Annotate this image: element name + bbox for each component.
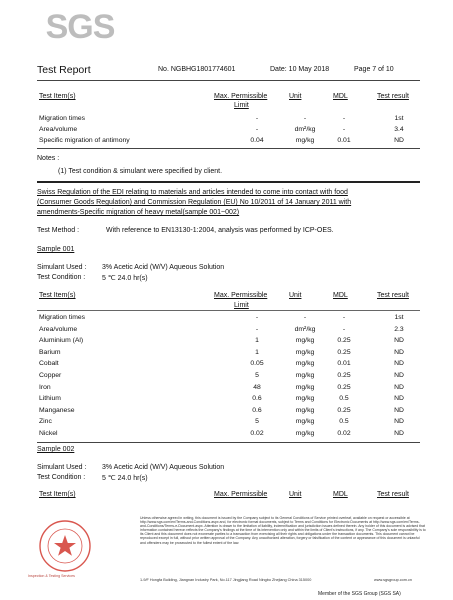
- cell-limit: 1: [255, 348, 259, 356]
- page-number: Page 7 of 10: [354, 66, 394, 73]
- footer-address: 1-9/F Hongfa Building, Jiangnan Industry Park, No.117 Jingjiang Road Ningbo Zhejiang China 315000: [140, 578, 312, 582]
- cell-mdl: 0.25: [337, 383, 351, 391]
- cell-unit: mg/kg: [295, 430, 315, 437]
- cell-unit: mg/kg: [295, 395, 315, 403]
- table-row: [37, 384, 420, 395]
- table-row: [37, 337, 420, 348]
- col-unit: Unit: [289, 93, 302, 100]
- col-limit-2: Limit: [234, 102, 249, 109]
- sample2-simulant: 3% Acetic Acid (W/V) Aqueous Solution: [102, 464, 225, 471]
- sample1-simulant-label: Simulant Used :: [37, 264, 87, 271]
- table-row: [37, 407, 420, 418]
- table1-header: [37, 93, 420, 115]
- cell-item: Cobalt: [39, 360, 59, 368]
- table-row: [37, 372, 420, 383]
- cell-item: Manganese: [39, 406, 75, 414]
- col-result: Test result: [377, 292, 409, 299]
- table-row: [37, 418, 420, 429]
- cell-mdl: -: [342, 314, 346, 321]
- table-row: [37, 430, 420, 441]
- cell-result: 1st: [394, 115, 404, 122]
- sample1-title: Sample 001: [37, 246, 75, 253]
- cell-item: Iron: [39, 383, 51, 391]
- cell-limit: 48: [253, 383, 261, 391]
- notes-label: Notes :: [37, 155, 60, 162]
- cell-result: ND: [394, 137, 404, 144]
- sample1-condition-label: Test Condition :: [37, 274, 86, 281]
- sample2-title: Sample 002: [37, 446, 75, 453]
- col-limit: Max. Permissible: [214, 292, 268, 299]
- cell-item: Copper: [39, 372, 62, 379]
- cell-result: ND: [394, 372, 404, 379]
- cell-unit: dm²/kg: [294, 126, 316, 133]
- table2-top-divider: [37, 310, 420, 311]
- cell-limit: 5: [255, 372, 259, 379]
- cell-mdl: 0.25: [337, 337, 351, 345]
- footer-disclaimer: Unless otherwise agreed in writing, this document is issued by the Company subject to its General Conditions of Service printed overleaf, available on request or accessible at http://www.sgs.com/en/Terms-and-Conditions.aspx and, for electronic format documents, subject to Terms and Conditions for Electronic Documents at http://www.sgs.com/en/Terms-and-Conditions/Terms-e-Document.aspx. Attention is drawn to the limitation of liability, indemnification and jurisdiction issues defined therein. Any holder of this document is advised that information contained hereon reflects the Company's findings at the time of its intervention only and within the limits of Client's instructions, if any. The Company's sole responsibility is to its Client and this document does not exonerate parties to a transaction from exercising all their rights and obligations under the transaction documents. This document cannot be reproduced except in full, without prior written approval of the Company. Any unauthorized alteration, forgery or falsification of the content or appearance of this document is unlawful and offenders may be prosecuted to the fullest extent of the law.: [140, 516, 426, 545]
- cell-mdl: 0.25: [337, 372, 351, 379]
- cell-mdl: -: [342, 126, 346, 133]
- cell-result: ND: [394, 383, 404, 391]
- cell-item: Nickel: [39, 430, 58, 437]
- cell-result: ND: [394, 395, 404, 403]
- note-1: (1) Test condition & simulant were specified by client.: [58, 168, 223, 175]
- col-limit: Max. Permissible: [214, 491, 268, 498]
- method-label: Test Method :: [37, 227, 80, 234]
- cell-limit: 0.6: [252, 406, 262, 414]
- report-number: No. NGBHG1801774601: [158, 66, 236, 73]
- col-result: Test result: [377, 491, 409, 498]
- cell-result: ND: [394, 418, 404, 426]
- col-mdl: MDL: [333, 292, 348, 299]
- cell-item: Area/volume: [39, 325, 78, 333]
- cell-limit: 0.05: [250, 360, 264, 368]
- cell-limit: -: [255, 314, 259, 321]
- cell-mdl: -: [342, 115, 346, 122]
- col-unit: Unit: [289, 491, 302, 498]
- cell-unit: mg/kg: [295, 418, 315, 426]
- cell-mdl: 0.02: [337, 430, 351, 437]
- col-item: Test Item(s): [39, 93, 76, 100]
- table-row: [37, 126, 420, 137]
- cell-limit: -: [255, 115, 259, 122]
- sample1-simulant: 3% Acetic Acid (W/V) Aqueous Solution: [102, 264, 225, 271]
- cell-limit: 1: [255, 337, 259, 345]
- cell-result: ND: [394, 360, 404, 368]
- col-mdl: MDL: [333, 93, 348, 100]
- report-title: Test Report: [37, 64, 91, 76]
- cell-item: Migration times: [39, 314, 86, 321]
- col-limit: Max. Permissible: [214, 93, 268, 100]
- sample2-condition: 5 ℃ 24.0 hr(s): [102, 475, 148, 482]
- sgs-logo: [37, 6, 123, 46]
- regulation-line-2: (Consumer Goods Regulation) and Commission Regulation (EU) No 10/2011 of 14 January 2011 with: [37, 199, 352, 206]
- cell-unit: mg/kg: [295, 348, 315, 356]
- cell-unit: mg/kg: [295, 383, 315, 391]
- cell-item: Zinc: [39, 418, 52, 426]
- col-item: Test Item(s): [39, 491, 76, 498]
- cell-result: ND: [394, 337, 404, 345]
- cell-mdl: 0.01: [337, 137, 351, 144]
- stamp-text: Inspection & Testing Services: [28, 574, 75, 578]
- sample2-simulant-label: Simulant Used :: [37, 464, 87, 471]
- method-value: With reference to EN13130-1:2004, analysis was performed by ICP-OES.: [106, 227, 334, 234]
- cell-unit: mg/kg: [295, 360, 315, 368]
- table-row: [37, 349, 420, 360]
- table-row: [37, 314, 420, 325]
- cell-unit: mg/kg: [295, 406, 315, 414]
- cell-limit: 0.02: [250, 430, 264, 437]
- cell-result: ND: [394, 348, 404, 356]
- cell-unit: mg/kg: [295, 337, 315, 345]
- cell-limit: 0.6: [252, 395, 262, 403]
- cell-item: Lithium: [39, 395, 61, 403]
- cell-result: ND: [394, 430, 404, 437]
- table-row: [37, 395, 420, 406]
- cell-mdl: -: [342, 325, 346, 333]
- col-limit-2: Limit: [234, 302, 249, 309]
- col-unit: Unit: [289, 292, 302, 299]
- table3-header: [37, 491, 420, 513]
- sample2-condition-label: Test Condition :: [37, 474, 86, 481]
- table-row: [37, 115, 420, 126]
- table2-divider: [37, 442, 420, 443]
- company-stamp: [26, 518, 104, 578]
- cell-item: Area/volume: [39, 126, 78, 133]
- sample1-condition: 5 ℃ 24.0 hr(s): [102, 275, 148, 282]
- cell-unit: -: [303, 314, 307, 321]
- cell-limit: -: [255, 126, 259, 133]
- regulation-line-1: Swiss Regulation of the EDI relating to materials and articles intended to come into contact with food: [37, 189, 348, 196]
- cell-item: Specific migration of antimony: [39, 137, 130, 144]
- cell-item: Migration times: [39, 115, 86, 122]
- cell-mdl: 0.25: [337, 406, 351, 414]
- section-divider: [37, 181, 420, 183]
- table-row: [37, 137, 420, 148]
- cell-item: Barium: [39, 348, 61, 356]
- cell-item: Aluminium (Al): [39, 337, 84, 345]
- col-result: Test result: [377, 93, 409, 100]
- cell-mdl: 0.5: [339, 418, 349, 426]
- svg-text:SGS: SGS: [45, 8, 115, 46]
- header-divider: [37, 80, 420, 81]
- footer-member: Member of the SGS Group (SGS SA): [318, 591, 401, 597]
- cell-limit: 0.04: [250, 137, 264, 144]
- cell-mdl: 0.5: [339, 395, 349, 403]
- cell-unit: mg/kg: [295, 372, 315, 379]
- footer-website: www.sgsgroup.com.cn: [374, 578, 412, 582]
- cell-limit: 5: [255, 418, 259, 426]
- cell-unit: dm²/kg: [294, 325, 316, 333]
- cell-unit: mg/kg: [295, 137, 315, 144]
- cell-result: 1st: [394, 314, 404, 321]
- cell-result: 2.3: [394, 325, 404, 333]
- cell-mdl: 0.01: [337, 360, 351, 368]
- regulation-line-3: amendments-Specific migration of heavy metal(sample 001~002): [37, 209, 240, 216]
- col-mdl: MDL: [333, 491, 348, 498]
- table-row: [37, 360, 420, 371]
- cell-result: 3.4: [394, 126, 404, 133]
- report-date: Date: 10 May 2018: [270, 66, 330, 73]
- table1-divider: [37, 148, 420, 149]
- cell-result: ND: [394, 406, 404, 414]
- cell-limit: -: [255, 325, 259, 333]
- cell-unit: -: [303, 115, 307, 122]
- col-item: Test Item(s): [39, 292, 76, 299]
- table-row: [37, 326, 420, 337]
- cell-mdl: 0.25: [337, 348, 351, 356]
